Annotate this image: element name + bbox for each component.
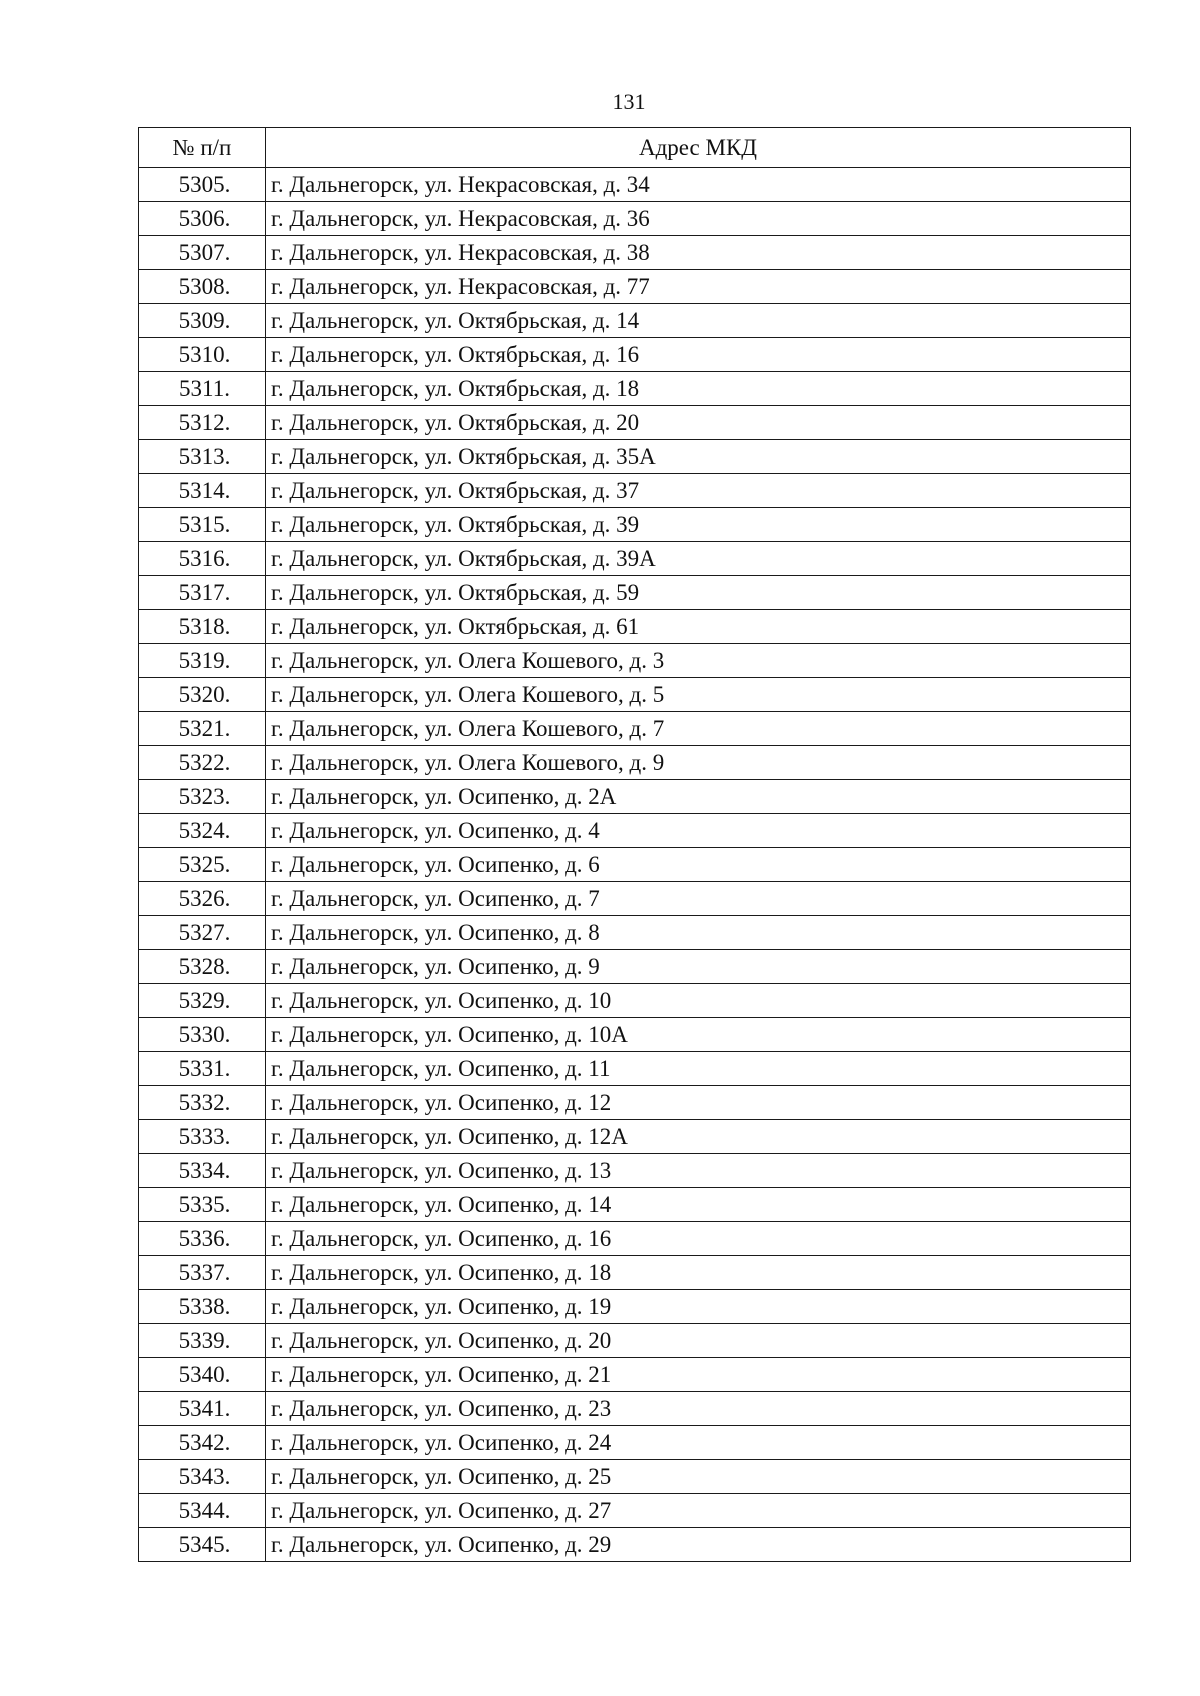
row-number: 5321. [139, 712, 266, 746]
table-header-row [139, 128, 1131, 168]
table-row [139, 372, 1131, 406]
row-number: 5340. [139, 1358, 266, 1392]
row-number: 5331. [139, 1052, 266, 1086]
row-number: 5318. [139, 610, 266, 644]
row-address: г. Дальнегорск, ул. Осипенко, д. 12А [266, 1120, 1131, 1154]
table-row [139, 1494, 1131, 1528]
row-address: г. Дальнегорск, ул. Осипенко, д. 29 [266, 1528, 1131, 1562]
row-number: 5327. [139, 916, 266, 950]
row-address: г. Дальнегорск, ул. Октябрьская, д. 39А [266, 542, 1131, 576]
row-address: г. Дальнегорск, ул. Осипенко, д. 14 [266, 1188, 1131, 1222]
row-number: 5341. [139, 1392, 266, 1426]
row-address: г. Дальнегорск, ул. Осипенко, д. 16 [266, 1222, 1131, 1256]
table-row [139, 1154, 1131, 1188]
row-number: 5325. [139, 848, 266, 882]
table-row [139, 1528, 1131, 1562]
row-number: 5307. [139, 236, 266, 270]
row-address: г. Дальнегорск, ул. Октябрьская, д. 39 [266, 508, 1131, 542]
row-address: г. Дальнегорск, ул. Октябрьская, д. 16 [266, 338, 1131, 372]
column-header-address: Адрес МКД [266, 128, 1131, 168]
table-row [139, 168, 1131, 202]
row-address: г. Дальнегорск, ул. Некрасовская, д. 77 [266, 270, 1131, 304]
table-row [139, 508, 1131, 542]
table-row [139, 338, 1131, 372]
row-number: 5315. [139, 508, 266, 542]
table-row [139, 440, 1131, 474]
row-number: 5306. [139, 202, 266, 236]
row-number: 5311. [139, 372, 266, 406]
table-row [139, 916, 1131, 950]
row-address: г. Дальнегорск, ул. Осипенко, д. 10А [266, 1018, 1131, 1052]
row-address: г. Дальнегорск, ул. Осипенко, д. 21 [266, 1358, 1131, 1392]
table-row [139, 610, 1131, 644]
row-number: 5314. [139, 474, 266, 508]
table-row [139, 1120, 1131, 1154]
table-row [139, 270, 1131, 304]
row-number: 5317. [139, 576, 266, 610]
row-address: г. Дальнегорск, ул. Осипенко, д. 12 [266, 1086, 1131, 1120]
row-address: г. Дальнегорск, ул. Октябрьская, д. 37 [266, 474, 1131, 508]
row-address: г. Дальнегорск, ул. Некрасовская, д. 38 [266, 236, 1131, 270]
row-address: г. Дальнегорск, ул. Осипенко, д. 2А [266, 780, 1131, 814]
table-row [139, 814, 1131, 848]
row-number: 5329. [139, 984, 266, 1018]
table-row [139, 712, 1131, 746]
row-address: г. Дальнегорск, ул. Осипенко, д. 19 [266, 1290, 1131, 1324]
row-address: г. Дальнегорск, ул. Осипенко, д. 11 [266, 1052, 1131, 1086]
address-table [138, 127, 1131, 1562]
row-number: 5305. [139, 168, 266, 202]
row-address: г. Дальнегорск, ул. Осипенко, д. 10 [266, 984, 1131, 1018]
row-address: г. Дальнегорск, ул. Осипенко, д. 18 [266, 1256, 1131, 1290]
row-number: 5324. [139, 814, 266, 848]
page-number: 131 [612, 89, 646, 114]
row-address: г. Дальнегорск, ул. Осипенко, д. 20 [266, 1324, 1131, 1358]
row-address: г. Дальнегорск, ул. Осипенко, д. 4 [266, 814, 1131, 848]
table-row [139, 882, 1131, 916]
table-row [139, 1188, 1131, 1222]
row-address: г. Дальнегорск, ул. Некрасовская, д. 36 [266, 202, 1131, 236]
row-address: г. Дальнегорск, ул. Осипенко, д. 9 [266, 950, 1131, 984]
row-number: 5308. [139, 270, 266, 304]
row-address: г. Дальнегорск, ул. Октябрьская, д. 61 [266, 610, 1131, 644]
row-address: г. Дальнегорск, ул. Олега Кошевого, д. 5 [266, 678, 1131, 712]
row-number: 5320. [139, 678, 266, 712]
table-row [139, 678, 1131, 712]
row-number: 5336. [139, 1222, 266, 1256]
row-address: г. Дальнегорск, ул. Осипенко, д. 27 [266, 1494, 1131, 1528]
table-row [139, 780, 1131, 814]
table-row [139, 1018, 1131, 1052]
row-address: г. Дальнегорск, ул. Октябрьская, д. 18 [266, 372, 1131, 406]
row-number: 5344. [139, 1494, 266, 1528]
table-row [139, 644, 1131, 678]
row-number: 5312. [139, 406, 266, 440]
row-address: г. Дальнегорск, ул. Октябрьская, д. 59 [266, 576, 1131, 610]
table-row [139, 236, 1131, 270]
table-row [139, 576, 1131, 610]
row-number: 5323. [139, 780, 266, 814]
table-row [139, 1290, 1131, 1324]
row-number: 5338. [139, 1290, 266, 1324]
row-address: г. Дальнегорск, ул. Осипенко, д. 6 [266, 848, 1131, 882]
row-address: г. Дальнегорск, ул. Осипенко, д. 7 [266, 882, 1131, 916]
table-row [139, 746, 1131, 780]
row-address: г. Дальнегорск, ул. Осипенко, д. 8 [266, 916, 1131, 950]
row-number: 5330. [139, 1018, 266, 1052]
row-number: 5334. [139, 1154, 266, 1188]
table-row [139, 1052, 1131, 1086]
row-address: г. Дальнегорск, ул. Осипенко, д. 23 [266, 1392, 1131, 1426]
table-row [139, 848, 1131, 882]
table-row [139, 202, 1131, 236]
row-number: 5342. [139, 1426, 266, 1460]
column-header-number: № п/п [139, 128, 266, 168]
row-number: 5322. [139, 746, 266, 780]
row-address: г. Дальнегорск, ул. Октябрьская, д. 14 [266, 304, 1131, 338]
row-number: 5316. [139, 542, 266, 576]
table-row [139, 1222, 1131, 1256]
row-number: 5335. [139, 1188, 266, 1222]
row-number: 5319. [139, 644, 266, 678]
row-address: г. Дальнегорск, ул. Осипенко, д. 13 [266, 1154, 1131, 1188]
row-number: 5333. [139, 1120, 266, 1154]
row-address: г. Дальнегорск, ул. Олега Кошевого, д. 9 [266, 746, 1131, 780]
row-address: г. Дальнегорск, ул. Октябрьская, д. 20 [266, 406, 1131, 440]
row-number: 5332. [139, 1086, 266, 1120]
table-row [139, 950, 1131, 984]
table-row [139, 1086, 1131, 1120]
table-row [139, 1460, 1131, 1494]
table-row [139, 1324, 1131, 1358]
table-row [139, 406, 1131, 440]
row-number: 5339. [139, 1324, 266, 1358]
row-address: г. Дальнегорск, ул. Октябрьская, д. 35А [266, 440, 1131, 474]
row-address: г. Дальнегорск, ул. Осипенко, д. 25 [266, 1460, 1131, 1494]
table-row [139, 304, 1131, 338]
table-row [139, 542, 1131, 576]
row-number: 5343. [139, 1460, 266, 1494]
row-number: 5309. [139, 304, 266, 338]
table-row [139, 474, 1131, 508]
table-row [139, 1358, 1131, 1392]
row-number: 5313. [139, 440, 266, 474]
row-number: 5326. [139, 882, 266, 916]
row-address: г. Дальнегорск, ул. Осипенко, д. 24 [266, 1426, 1131, 1460]
table-body [139, 168, 1131, 1562]
row-number: 5328. [139, 950, 266, 984]
row-number: 5337. [139, 1256, 266, 1290]
table-row [139, 1392, 1131, 1426]
row-address: г. Дальнегорск, ул. Олега Кошевого, д. 3 [266, 644, 1131, 678]
row-number: 5310. [139, 338, 266, 372]
row-number: 5345. [139, 1528, 266, 1562]
row-address: г. Дальнегорск, ул. Некрасовская, д. 34 [266, 168, 1131, 202]
table-row [139, 1256, 1131, 1290]
row-address: г. Дальнегорск, ул. Олега Кошевого, д. 7 [266, 712, 1131, 746]
table-row [139, 984, 1131, 1018]
table-row [139, 1426, 1131, 1460]
